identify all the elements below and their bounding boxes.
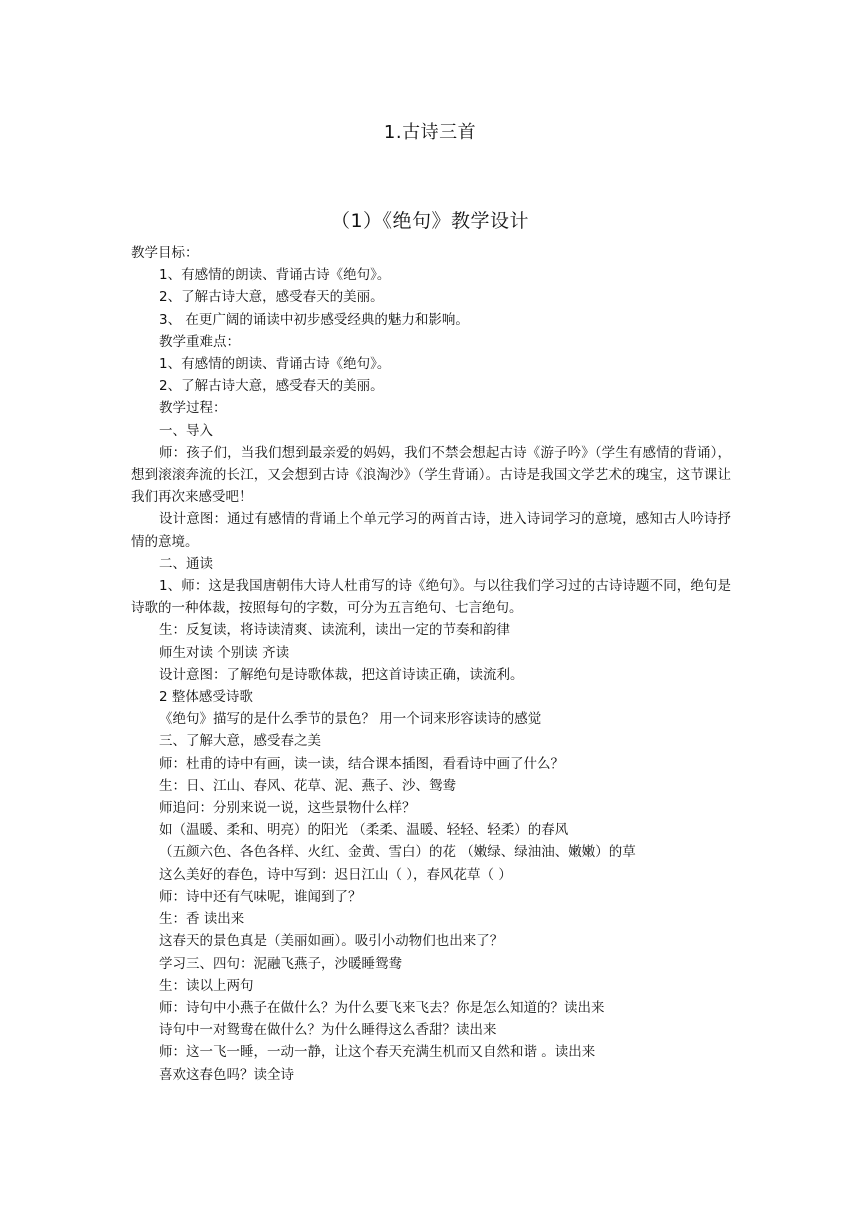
- body-line: 生：反复读，将诗读清爽、读流利，读出一定的节奏和韵律: [159, 622, 510, 639]
- body-line: 1、有感情的朗读、背诵古诗《绝句》。: [159, 356, 391, 373]
- body-line: 1、有感情的朗读、背诵古诗《绝句》。: [159, 267, 391, 284]
- body-line: 《绝句》描写的是什么季节的景色？ 用一个词来形容读诗的感觉: [159, 711, 542, 728]
- body-line: 生：香 读出来: [159, 911, 245, 928]
- body-line: 三、了解大意，感受春之美: [159, 733, 321, 750]
- body-line: 教学目标：: [131, 245, 199, 261]
- body-line: 2、了解古诗大意，感受春天的美丽。: [159, 289, 384, 306]
- body-line: 师：这一飞一睡，一动一静，让这个春天充满生机而又自然和谐 。读出来: [159, 1044, 596, 1061]
- body-line: 教学重难点：: [159, 333, 240, 350]
- body-line: 师：孩子们，当我们想到最亲爱的妈妈，我们不禁会想起古诗《游子吟》（学生有感情的背诵），想到滚滚奔流的长江，又会想到古诗《浪淘沙》（学生背诵）。古诗是我国文学艺术的瑰宝，这节课让我们再次来感受吧！: [131, 444, 731, 506]
- body-line: 诗句中一对鸳鸯在做什么？为什么睡得这么香甜？读出来: [159, 1022, 497, 1039]
- body-line: 生：日、江山、春风、花草、泥、燕子、沙、鸳鸯: [159, 777, 456, 794]
- body-line: 2、了解古诗大意，感受春天的美丽。: [159, 378, 384, 395]
- body-line: 如（温暖、柔和、明亮）的阳光 （柔柔、温暖、轻轻、轻柔）的春风: [159, 822, 569, 839]
- body-line: 设计意图：了解绝句是诗歌体裁，把这首诗读正确，读流利。: [159, 666, 524, 683]
- body-line: 1、师：这是我国唐朝伟大诗人杜甫写的诗《绝句》。与以往我们学习过的古诗诗题不同，绝句是诗歌的一种体裁，按照每句的字数，可分为五言绝句、七言绝句。: [131, 578, 731, 617]
- body-line: 这春天的景色真是（美丽如画）。吸引小动物们也出来了？: [159, 933, 504, 950]
- body-line: 生：读以上两句: [159, 977, 254, 994]
- body-line: （五颜六色、各色各样、火红、金黄、雪白）的花 （嫩绿、绿油油、嫩嫩）的草: [159, 844, 636, 861]
- body-line: 二、通读: [159, 555, 213, 572]
- body-line: 师：诗句中小燕子在做什么？为什么要飞来飞去？你是怎么知道的？读出来: [159, 999, 605, 1016]
- document-subtitle: （1）《绝句》教学设计: [330, 210, 530, 232]
- body-line: 师生对读 个别读 齐读: [159, 644, 290, 661]
- body-line: 师：诗中还有气味呢，谁闻到了？: [159, 888, 362, 905]
- body-line: 师：杜甫的诗中有画，读一读，结合课本插图，看看诗中画了什么？: [159, 755, 564, 772]
- body-line: 师追问：分别来说一说，这些景物什么样？: [159, 800, 416, 817]
- body-line: 设计意图：通过有感情的背诵上个单元学习的两首古诗，进入诗词学习的意境，感知古人吟诗抒情的意境。: [131, 511, 731, 550]
- body-line: 一、导入: [159, 422, 213, 439]
- body-line: 2 整体感受诗歌: [159, 689, 253, 706]
- document-title: 1.古诗三首: [383, 122, 477, 143]
- body-line: 3、 在更广阔的诵读中初步感受经典的魅力和影响。: [159, 311, 469, 328]
- body-line: 这么美好的春色，诗中写到：迟日江山（ ），春风花草（ ）: [159, 866, 512, 883]
- body-line: 学习三、四句：泥融飞燕子，沙暖睡鸳鸯: [159, 955, 402, 972]
- document-body: [131, 242, 731, 1086]
- body-line: 教学过程：: [159, 400, 227, 417]
- body-line: 喜欢这春色吗？读全诗: [159, 1066, 294, 1083]
